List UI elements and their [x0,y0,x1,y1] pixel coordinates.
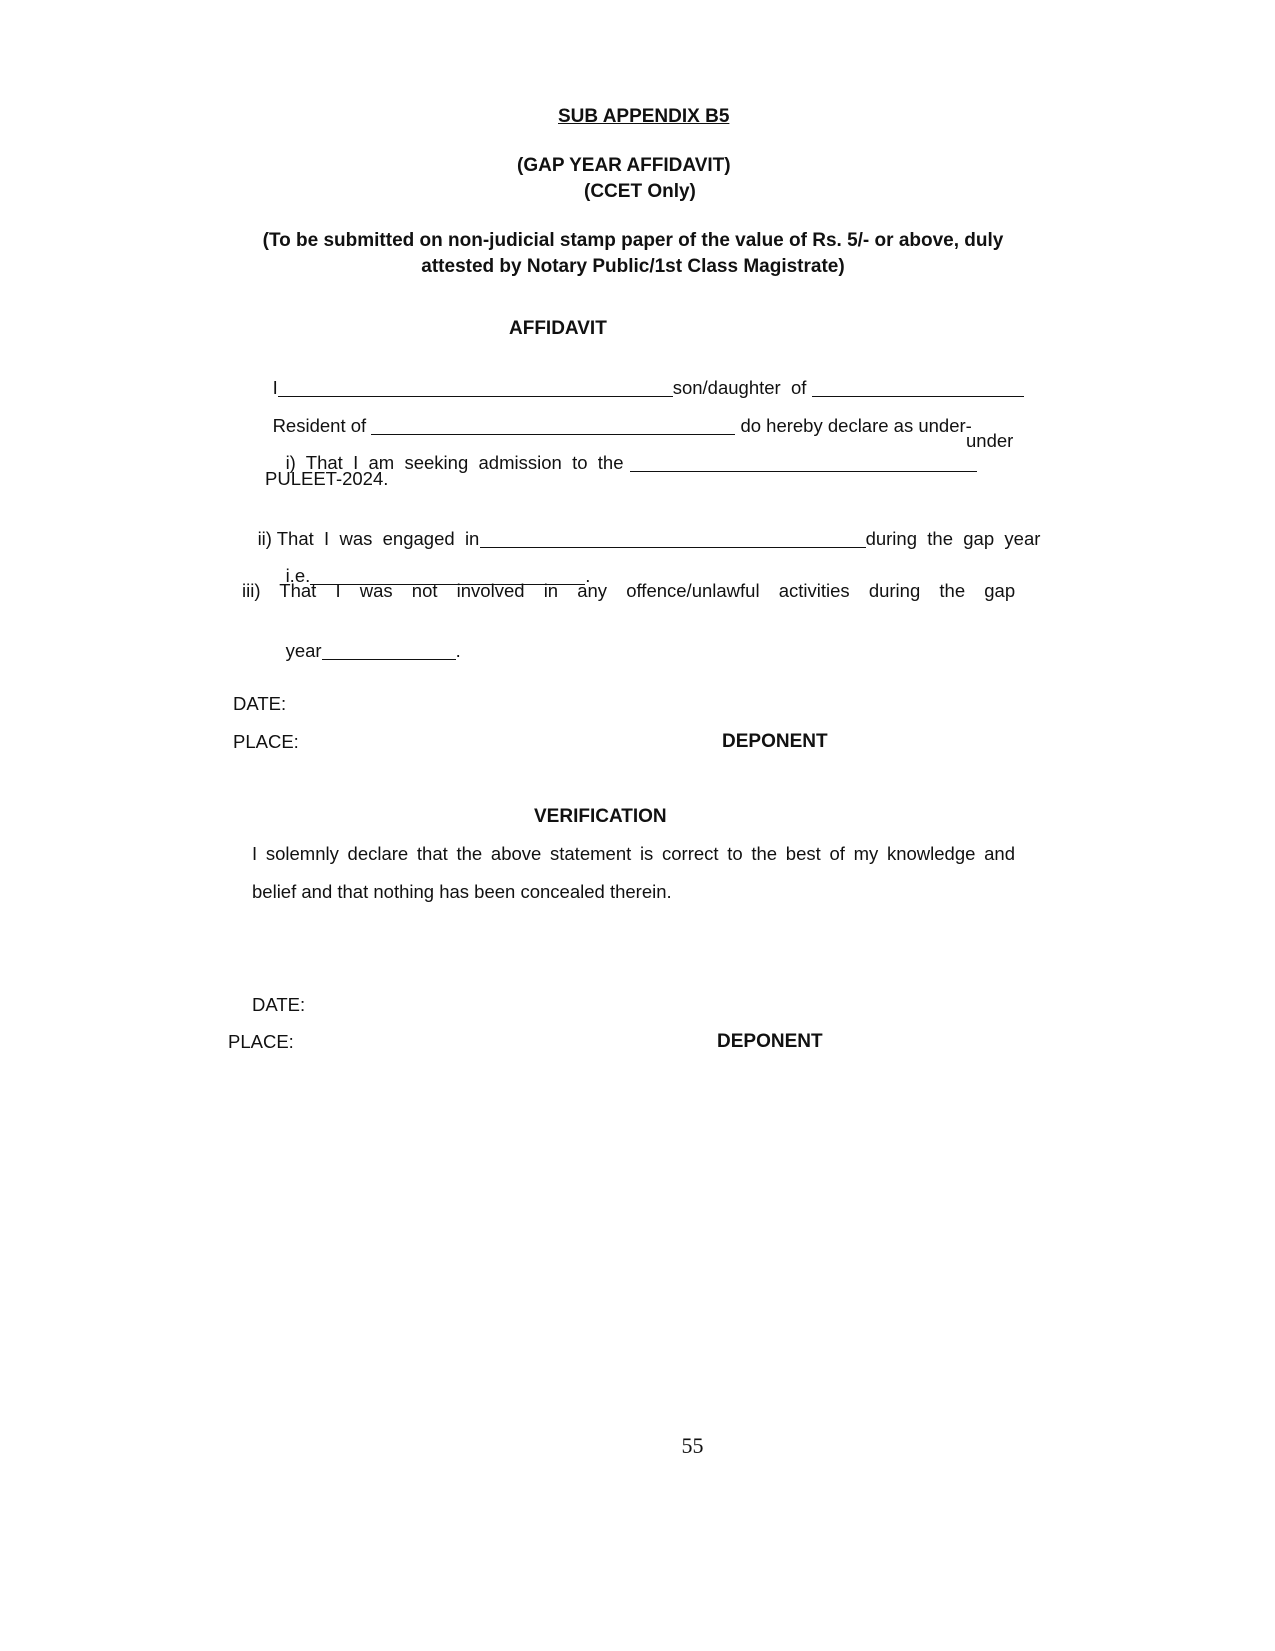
item-1-end: under [966,430,1014,451]
verification-line-1: I solemnly declare that the above statement is correct to the best of my knowledge and [252,843,1015,864]
affidavit-heading: AFFIDAVIT [509,318,607,339]
affidavit-date-label: DATE: [233,693,287,714]
instruction-line-1: (To be submitted on non-judicial stamp paper of the value of Rs. 5/- or above, duly [262,230,1004,251]
item-3-continuation [265,618,461,684]
course-blank[interactable] [630,470,977,472]
item-3-word: activities [778,580,850,601]
item-1-continuation: PULEET-2024. [265,468,389,489]
item-3-word: in [543,580,559,601]
affidavit-deponent-label: DEPONENT [722,731,828,752]
verification-place-label: PLACE: [228,1031,294,1052]
item-3-word: was [359,580,393,601]
item-3-word: involved [456,580,525,601]
appendix-title: SUB APPENDIX B5 [558,106,730,127]
declare-text: do hereby declare as under- [740,415,972,436]
affidavit-place-label: PLACE: [233,731,299,752]
instruction-line-2: attested by Notary Public/1st Class Magistrate) [421,256,845,277]
page-number: 55 [681,1433,704,1458]
ie-label: i.e. [285,565,311,586]
item-1-blank-wrap [609,430,977,496]
item-3-line [242,580,1015,602]
affidavit-type: (GAP YEAR AFFIDAVIT) [517,155,731,176]
ie-period: . [585,565,591,586]
verification-line-2: belief and that nothing has been concealed therein. [252,881,672,902]
year-period: . [455,640,461,661]
item-3-word: offence/unlawful [626,580,760,601]
item-3-word: not [411,580,438,601]
item-3-word: gap [984,580,1016,601]
item-2-text: ii) That I was engaged in [257,528,480,549]
item-3-word: That [279,580,317,601]
relation-label: son/daughter of [672,377,807,398]
item-3-word: the [939,580,966,601]
verification-date-label: DATE: [252,994,306,1015]
name-prefix: I [272,377,278,398]
item-3-word: iii) [242,580,261,601]
resident-label: Resident of [272,415,367,436]
scope-note: (CCET Only) [584,181,696,202]
item-1-text: i) That I am seeking admission to the [285,452,624,473]
verification-heading: VERIFICATION [534,806,667,827]
item-3-word: during [868,580,921,601]
item-2-end: during the gap year [865,528,1041,549]
year-blank[interactable] [322,658,456,660]
item-3-word: any [577,580,608,601]
item-3-word: I [335,580,341,601]
year-label: year [285,640,322,661]
verification-deponent-label: DEPONENT [717,1031,823,1052]
